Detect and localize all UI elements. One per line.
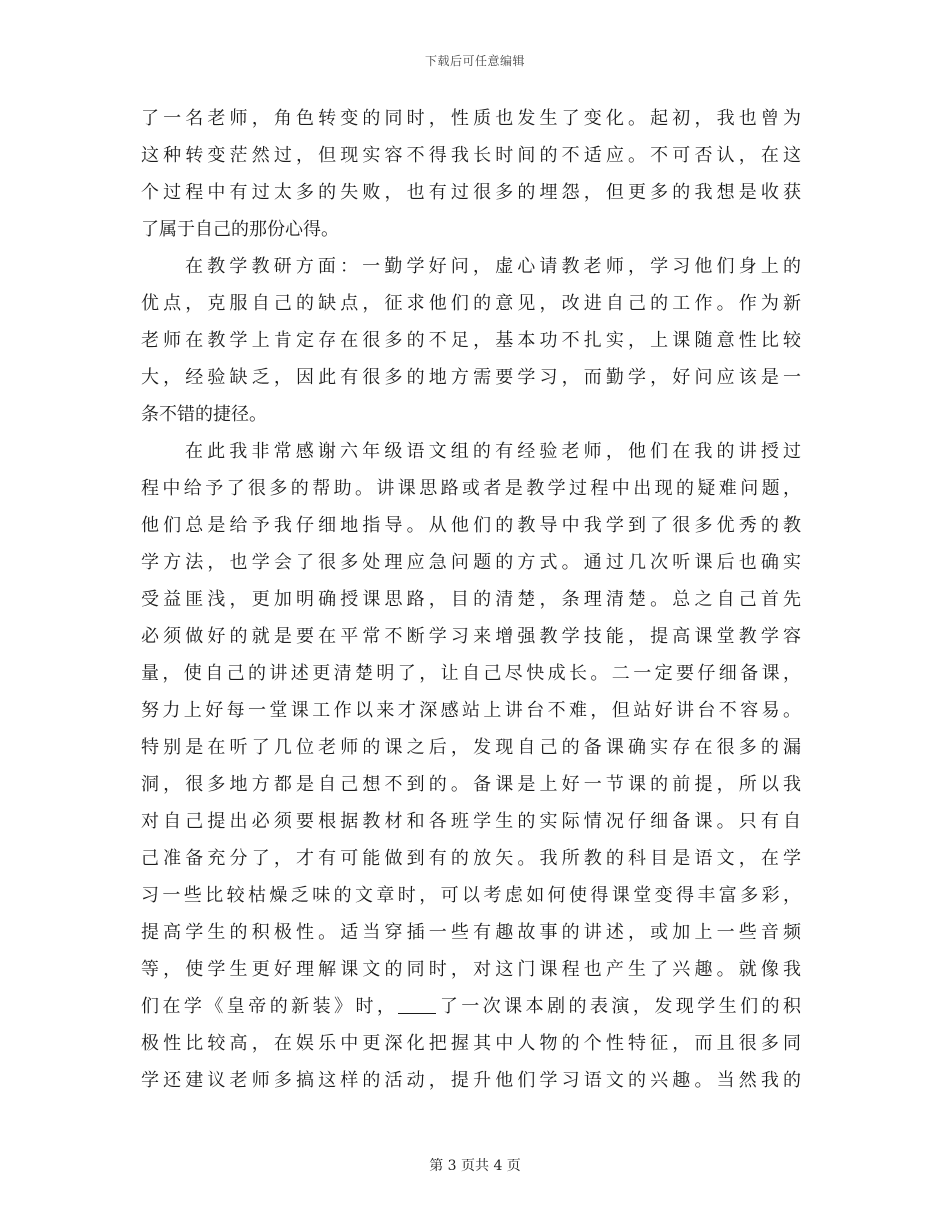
text-line: 个过程中有过太多的失败，也有过很多的埋怨，但更多的我想是收获: [141, 182, 801, 203]
fill-in-blank: [398, 993, 436, 1014]
text-line: 了属于自己的那份心得。: [141, 219, 339, 240]
text-line: 学还建议老师多搞这样的活动，提升他们学习语文的兴趣。当然我的: [141, 1070, 801, 1091]
text-line: 这种转变茫然过，但现实容不得我长时间的不适应。不可否认，在这: [141, 145, 801, 166]
text-line: 程中给予了很多的帮助。讲课思路或者是教学过程中出现的疑难问题，: [141, 478, 801, 499]
text-line: 大，经验缺乏，因此有很多的地方需要学习，而勤学，好问应该是一: [141, 367, 801, 388]
text-line: 量，使自己的讲述更清楚明了，让自己尽快成长。二一定要仔细备课，: [141, 663, 801, 684]
paragraph-first-line: 在教学教研方面：一勤学好问，虚心请教老师，学习他们身上的: [185, 256, 801, 277]
page-number: 第 3 页共 4 页: [429, 1158, 521, 1174]
text-line: 习一些比较枯燥乏味的文章时，可以考虑如何使得课堂变得丰富多彩，: [141, 885, 801, 906]
text-line: 优点，克服自己的缺点，征求他们的意见，改进自己的工作。作为新: [141, 293, 801, 314]
text-line: 学方法，也学会了很多处理应急问题的方式。通过几次听课后也确实: [141, 552, 801, 573]
text-segment: 们在学《皇帝的新装》时，: [141, 996, 399, 1017]
text-line: 等，使学生更好理解课文的同时，对这门课程也产生了兴趣。就像我: [141, 959, 801, 980]
text-line: 必须做好的就是要在平常不断学习来增强教学技能，提高课堂教学容: [141, 626, 801, 647]
text-line: 对自己提出必须要根据教材和各班学生的实际情况仔细备课。只有自: [141, 811, 801, 832]
paragraph-first-line: 在此我非常感谢六年级语文组的有经验老师，他们在我的讲授过: [185, 441, 801, 462]
text-line: 特别是在听了几位老师的课之后，发现自己的备课确实存在很多的漏: [141, 737, 801, 758]
text-line: 受益匪浅，更加明确授课思路，目的清楚，条理清楚。总之自己首先: [141, 589, 801, 610]
text-line: 他们总是给予我仔细地指导。从他们的教导中我学到了很多优秀的教: [141, 515, 801, 536]
text-line: 己准备充分了，才有可能做到有的放矢。我所教的科目是语文，在学: [141, 848, 801, 869]
text-line: 洞，很多地方都是自己想不到的。备课是上好一节课的前提，所以我: [141, 774, 801, 795]
text-line: 老师在教学上肯定存在很多的不足，基本功不扎实，上课随意性比较: [141, 330, 801, 351]
text-line-with-blank: [141, 988, 801, 1025]
text-line: 极性比较高，在娱乐中更深化把握其中人物的个性特征，而且很多同: [141, 1033, 801, 1054]
page-header: 下载后可任意编辑: [424, 54, 525, 68]
text-line: 努力上好每一堂课工作以来才深感站上讲台不难，但站好讲台不容易。: [141, 700, 801, 721]
text-line: 条不错的捷径。: [141, 404, 267, 425]
text-segment: 了一次课本剧的表演，发现学生们的积: [436, 996, 802, 1017]
text-line: 提高学生的积极性。适当穿插一些有趣故事的讲述，或加上一些音频: [141, 922, 801, 943]
text-line: 了一名老师，角色转变的同时，性质也发生了变化。起初，我也曾为: [141, 108, 801, 129]
document-body: [141, 100, 801, 1099]
